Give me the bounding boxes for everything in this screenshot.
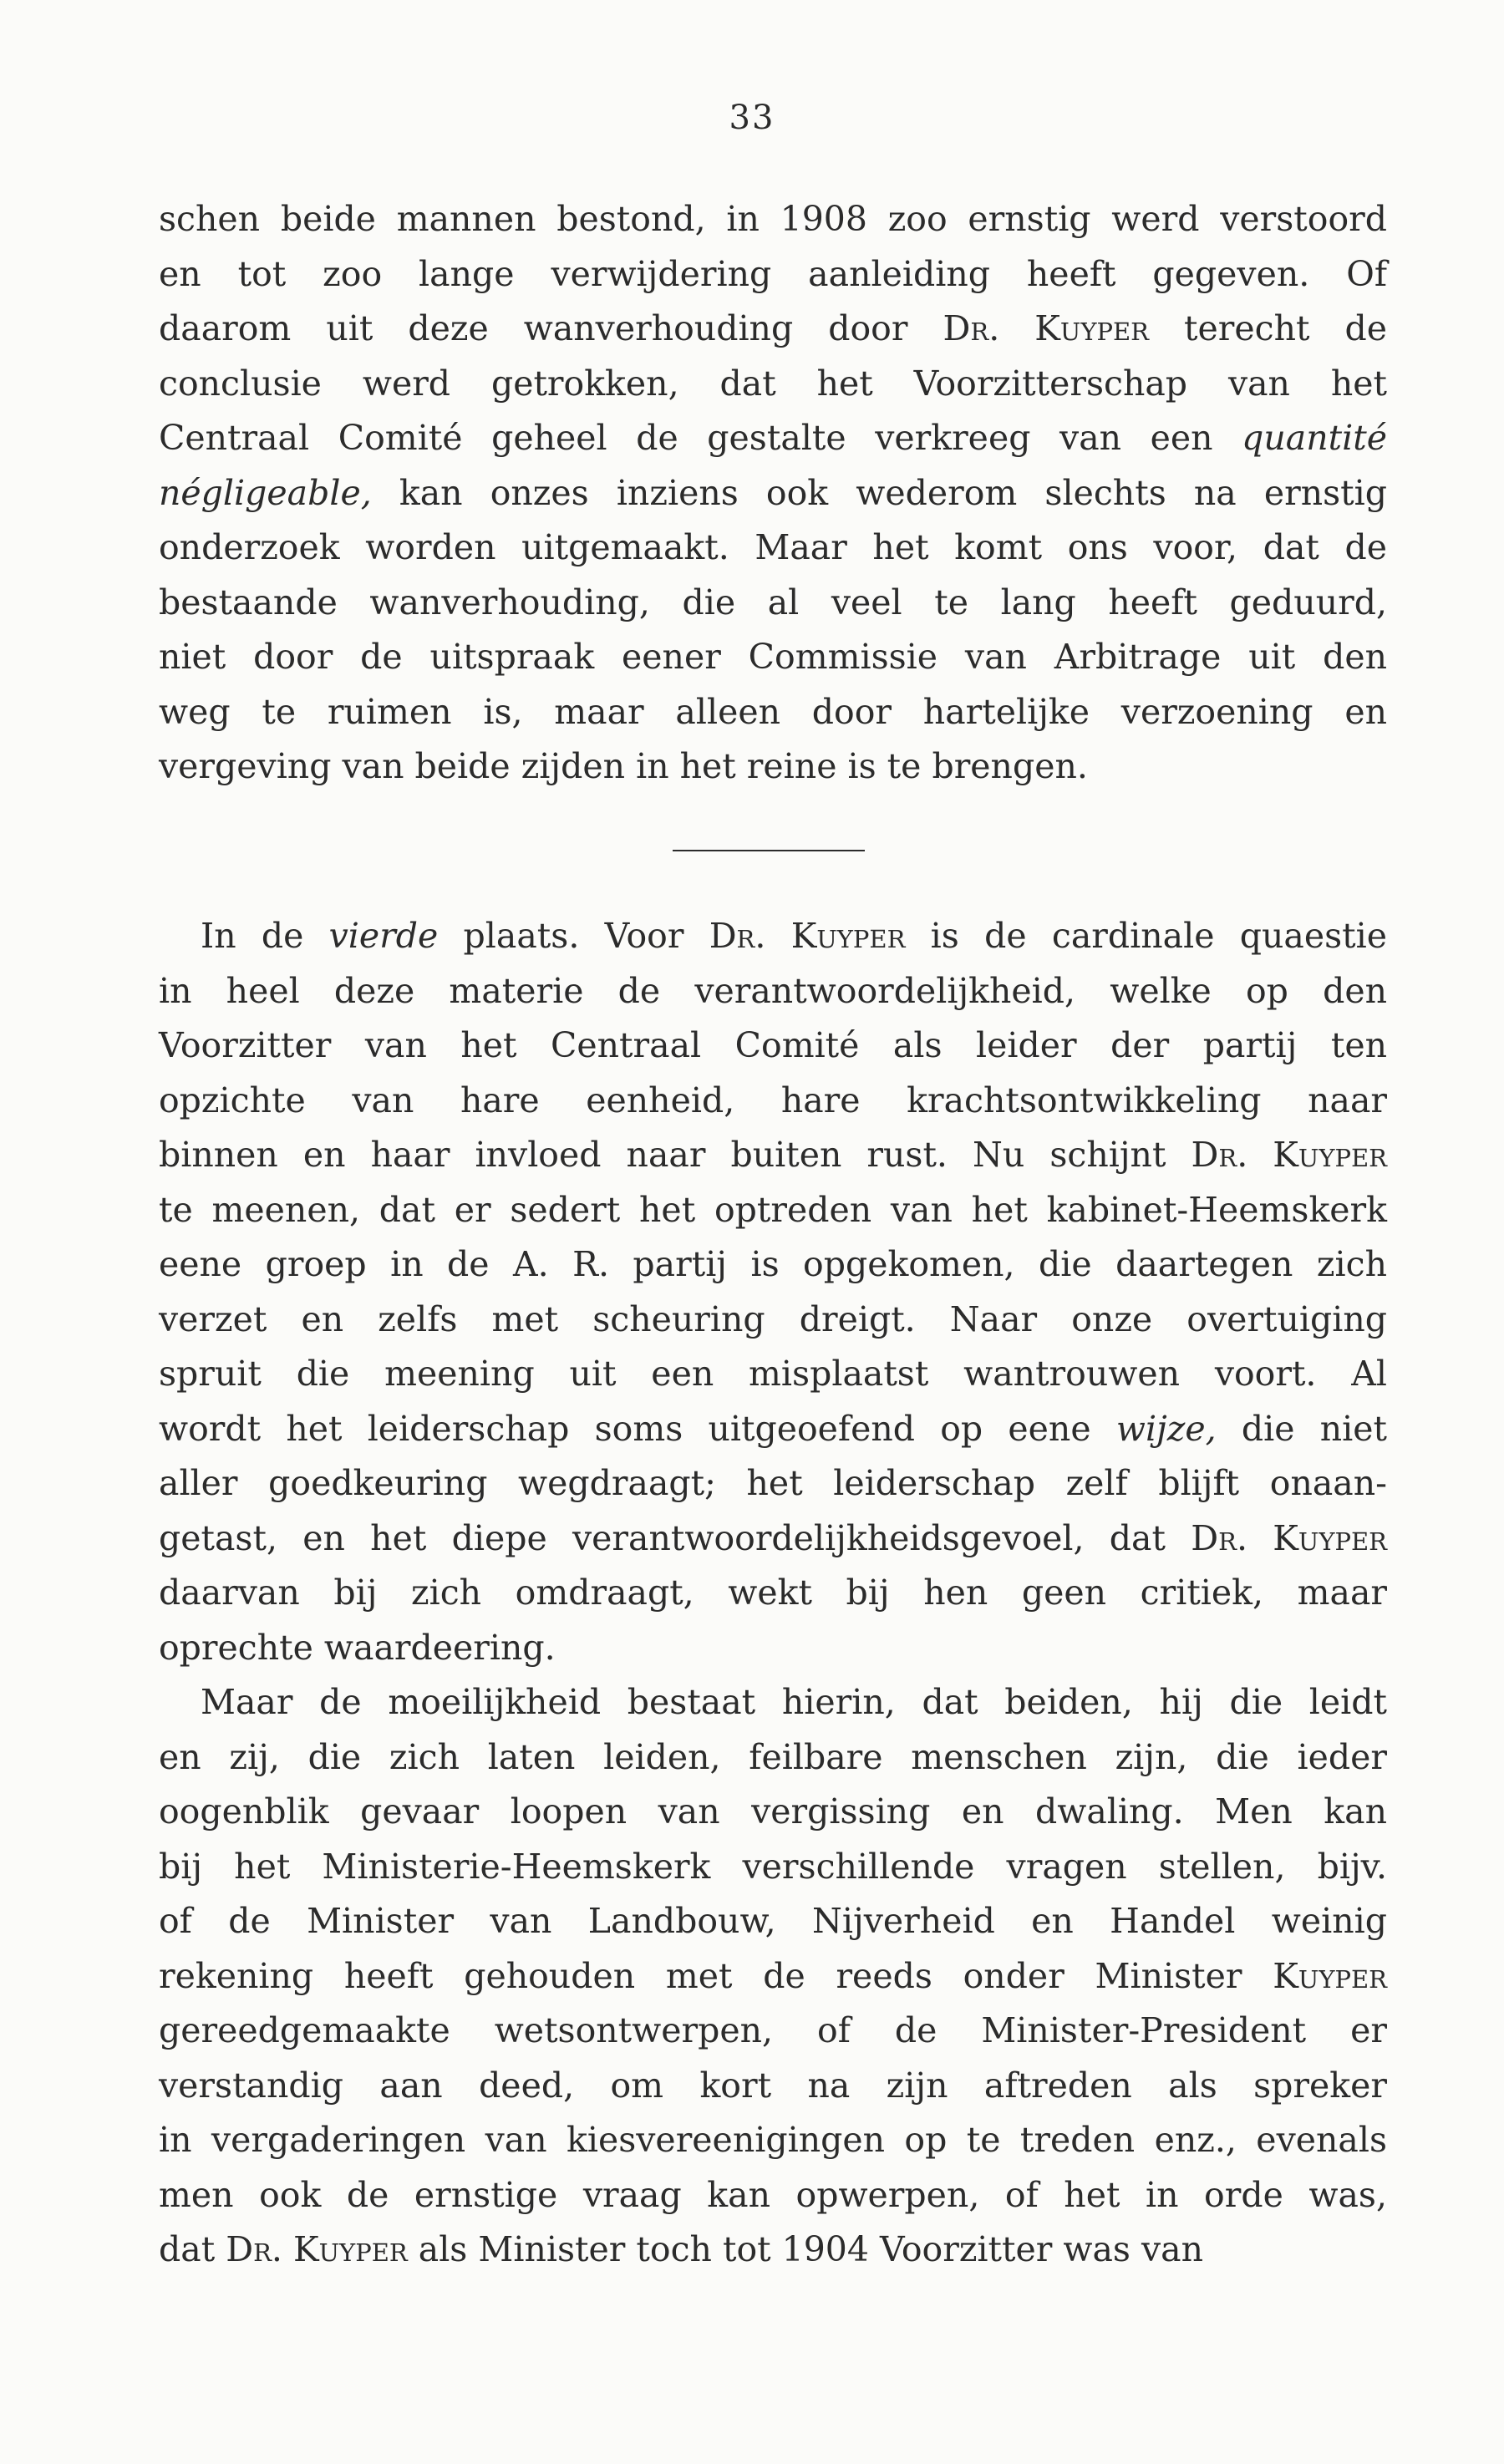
small-caps-name: Dr. Kuyper: [943, 308, 1149, 348]
text-run: daarvan bij zich omdraagt, wekt bij hen geen critiek, maar: [159, 1572, 1387, 1613]
text-run: rekening heeft gehouden met de reeds onder Minister: [159, 1955, 1273, 1996]
text-line: [159, 192, 1387, 247]
text-line: [159, 1511, 1387, 1567]
text-run: aller goedkeuring wegdraagt; het leiderschap zelf blijft onaan-: [159, 1463, 1387, 1503]
text-line: [159, 576, 1387, 631]
text-line: [159, 411, 1387, 466]
text-run: en tot zoo lange verwijdering aanleiding heeft gegeven. Of: [159, 253, 1387, 294]
text-run: spruit die meening uit een misplaatst wantrouwen voort. Al: [159, 1354, 1387, 1394]
text-line: [159, 1347, 1387, 1402]
text-run: te meenen, dat er sedert het optreden van het kabinet-Heemskerk: [159, 1189, 1387, 1230]
text-line: [159, 357, 1387, 412]
small-caps-name: Dr. Kuyper: [1191, 1135, 1387, 1175]
text-run: eene groep in de A. R. partij is opgekomen, die daartegen zich: [159, 1244, 1387, 1284]
text-run: schen beide mannen bestond, in 1908 zoo ernstig werd verstoord: [159, 199, 1387, 239]
text-run: oogenblik gevaar loopen van vergissing en dwaling. Men kan: [159, 1791, 1387, 1831]
text-run: oprechte waardeering.: [159, 1627, 556, 1668]
text-run: getast, en het diepe verantwoordelijkheidsgevoel, dat: [159, 1517, 1192, 1558]
text-line: [159, 1402, 1387, 1457]
italic-text: wijze,: [1115, 1408, 1217, 1449]
small-caps-name: Dr. Kuyper: [1191, 1517, 1387, 1558]
text-run: die niet: [1216, 1408, 1388, 1449]
text-run: Centraal Comité geheel de gestalte verkreeg van een: [159, 418, 1242, 458]
paragraph-1: [159, 192, 1387, 795]
text-line: [159, 1730, 1387, 1786]
text-line: [159, 302, 1387, 357]
text-run: conclusie werd getrokken, dat het Voorzitterschap van het: [159, 363, 1387, 404]
text-run: in heel deze materie de verantwoordelijkheid, welke op den: [159, 970, 1387, 1011]
text-line: [159, 466, 1387, 521]
text-line: [159, 1019, 1387, 1074]
text-line: [159, 1237, 1387, 1293]
text-run: onderzoek worden uitgemaakt. Maar het komt ons voor, dat de: [159, 527, 1387, 567]
text-line: [159, 247, 1387, 302]
text-line: [159, 1128, 1387, 1183]
text-line: [159, 2059, 1387, 2114]
italic-text: négligeable,: [159, 472, 372, 513]
text-line: [159, 1566, 1387, 1621]
text-line: [159, 739, 1387, 795]
text-run: verstandig aan deed, om kort na zijn aftreden als spreker: [159, 2065, 1387, 2106]
text-line: [159, 1675, 1387, 1730]
text-run: niet door de uitspraak eener Commissie van Arbitrage uit den: [159, 637, 1387, 677]
paragraph-2-3: [159, 909, 1387, 2278]
text-run: vergeving van beide zijden in het reine is te brengen.: [159, 746, 1088, 786]
text-line: [159, 964, 1387, 1019]
text-line: [159, 630, 1387, 685]
text-line: [159, 1621, 1387, 1676]
text-line: [159, 2168, 1387, 2223]
small-caps-name: Dr. Kuyper: [709, 916, 906, 956]
text-run: gereedgemaakte wetsontwerpen, of de Minister-President er: [159, 2010, 1387, 2050]
text-line: [159, 2223, 1387, 2278]
italic-text: quantité: [1242, 418, 1387, 458]
small-caps-name: Dr. Kuyper: [226, 2229, 408, 2269]
section-divider: [673, 850, 865, 851]
text-run: wordt het leiderschap soms uitgeoefend op eene: [159, 1408, 1116, 1449]
text-run: verzet en zelfs met scheuring dreigt. Naar onze overtuiging: [159, 1298, 1387, 1339]
text-line: [159, 1293, 1387, 1348]
text-run: daarom uit deze wanverhouding door: [159, 308, 943, 348]
text-run: men ook de ernstige vraag kan opwerpen, of het in orde was,: [159, 2174, 1387, 2215]
text-run: in vergaderingen van kiesvereenigingen op te treden enz., evenals: [159, 2120, 1387, 2160]
text-line: [159, 1840, 1387, 1895]
text-line: [159, 1949, 1387, 2004]
text-run: bestaande wanverhouding, die al veel te lang heeft geduurd,: [159, 582, 1387, 622]
text-line: [159, 2004, 1387, 2059]
text-line: [159, 909, 1387, 964]
text-line: [159, 1183, 1387, 1238]
text-run: is de cardinale quaestie: [905, 916, 1387, 956]
text-run: bij het Ministerie-Heemskerk verschillende vragen stellen, bijv.: [159, 1846, 1387, 1887]
small-caps-name: Kuyper: [1273, 1955, 1387, 1996]
text-run: In de: [201, 916, 329, 956]
text-run: plaats. Voor: [438, 916, 709, 956]
text-run: opzichte van hare eenheid, hare krachtsontwikkeling naar: [159, 1080, 1387, 1120]
text-line: [159, 685, 1387, 740]
text-run: als Minister toch tot 1904 Voorzitter was van: [407, 2229, 1204, 2269]
text-run: dat: [159, 2229, 226, 2269]
text-line: [159, 1894, 1387, 1949]
italic-text: vierde: [328, 916, 439, 956]
text-run: terecht de: [1148, 308, 1387, 348]
text-run: binnen en haar invloed naar buiten rust. Nu schijnt: [159, 1135, 1192, 1175]
page-number: 33: [729, 99, 775, 137]
text-run: Maar de moeilijkheid bestaat hierin, dat beiden, hij die leidt: [201, 1682, 1387, 1722]
text-line: [159, 1074, 1387, 1129]
text-run: of de Minister van Landbouw, Nijverheid en Handel weinig: [159, 1901, 1387, 1941]
text-run: kan onzes inziens ook wederom slechts na ernstig: [371, 472, 1387, 513]
text-line: [159, 1456, 1387, 1511]
text-line: [159, 2113, 1387, 2168]
text-line: [159, 521, 1387, 576]
text-run: Voorzitter van het Centraal Comité als leider der partij ten: [159, 1025, 1387, 1065]
text-run: weg te ruimen is, maar alleen door hartelijke verzoening en: [159, 691, 1387, 732]
text-run: en zij, die zich laten leiden, feilbare menschen zijn, die ieder: [159, 1736, 1387, 1777]
text-line: [159, 1785, 1387, 1840]
